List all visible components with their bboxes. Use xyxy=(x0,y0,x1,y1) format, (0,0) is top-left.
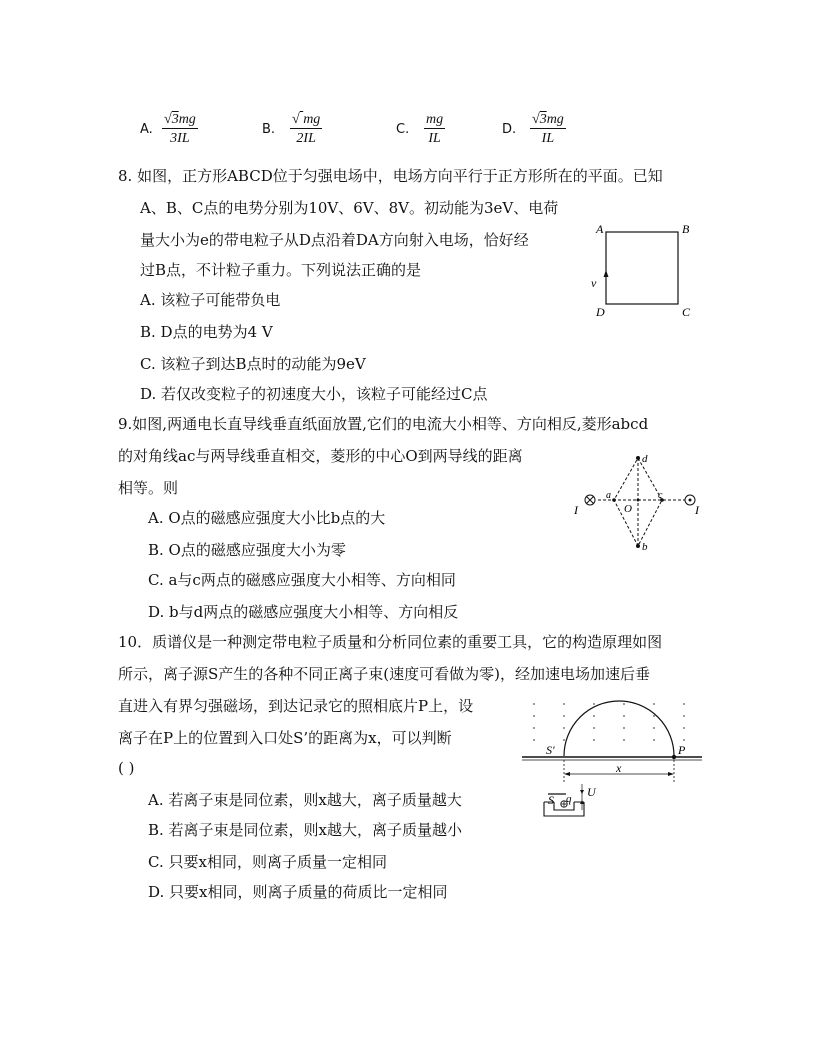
q9-option: B. O点的磁感应强度大小为零 xyxy=(148,541,346,559)
q8-stem-line: A、B、C点的电势分别为10V、6V、8V。初动能为3eV、电荷 xyxy=(140,199,559,217)
q7-option-c xyxy=(396,112,466,152)
label-d: d xyxy=(642,453,648,465)
q8-stem-line: 8. 如图，正方形ABCD位于匀强电场中，电场方向平行于正方形所在的平面。已知 xyxy=(118,167,663,185)
current-into-page-icon xyxy=(585,495,595,505)
label-b: B xyxy=(682,222,690,236)
label-q: q xyxy=(566,793,572,805)
label-u: U xyxy=(587,785,596,799)
q7-option-label: D. xyxy=(502,122,517,137)
q7-option-label: A. xyxy=(140,122,153,137)
q10-stem-line: 所示，离子源S产生的各种不同正离子束(速度可看做为零)，经加速电场加速后垂 xyxy=(118,665,650,683)
q10-stem-line: 直进入有界匀强磁场，到达记录它的照相底片P上，设 xyxy=(118,697,474,715)
label-d: D xyxy=(596,305,605,319)
q7-option-d xyxy=(502,112,592,152)
label-s: S xyxy=(548,793,554,807)
ion-trajectory-arc xyxy=(564,701,674,756)
point-d xyxy=(636,456,640,460)
label-i-right: I xyxy=(695,503,699,517)
square-abcd xyxy=(606,232,678,304)
label-i-left: I xyxy=(574,503,578,517)
q10-option: D. 只要x相同，则离子质量的荷质比一定相同 xyxy=(148,883,448,901)
q9-stem-line: 的对角线ac与两导线垂直相交，菱形的中心O到两导线的距离 xyxy=(118,447,523,465)
q10-option: C. 只要x相同，则离子质量一定相同 xyxy=(148,853,387,871)
q7-option-a xyxy=(140,112,230,152)
current-out-of-page-icon xyxy=(685,495,695,505)
q10-option: B. 若离子束是同位素，则x越大，离子质量越小 xyxy=(148,821,463,839)
q8-stem-line: 量大小为e的带电粒子从D点沿着DA方向射入电场，恰好经 xyxy=(140,231,529,249)
fraction: $\frac{√3mg}{IL}$ xyxy=(532,112,564,146)
q8-stem-line: 过B点，不计粒子重力。下列说法正确的是 xyxy=(140,261,422,279)
point-b xyxy=(636,544,640,548)
q10-stem-line: ( ) xyxy=(118,759,135,777)
arrow-head-icon xyxy=(668,772,674,776)
q7-option-b xyxy=(262,112,352,152)
q10-stem-line: 离子在P上的位置到入口处S’的距离为x，可以判断 xyxy=(118,729,452,747)
label-v: v xyxy=(591,276,597,290)
label-o: O xyxy=(624,503,632,515)
q9-stem-line: 9.如图,两通电长直导线垂直纸面放置,它们的电流大小相等、方向相反,菱形abcd xyxy=(118,415,649,433)
fraction: $\frac{√3mg}{3IL}$ xyxy=(164,112,196,146)
fraction: $\frac{mg}{IL}$ xyxy=(426,112,444,146)
q10-mass-spectrometer-figure xyxy=(520,698,704,828)
label-b: b xyxy=(642,541,648,553)
q9-option: C. a与c两点的磁感应强度大小相等、方向相同 xyxy=(148,571,456,589)
q10-option: A. 若离子束是同位素，则x越大，离子质量越大 xyxy=(148,791,462,809)
fraction: $\frac{√ mg}{2IL}$ xyxy=(292,112,321,146)
q8-square-figure xyxy=(588,220,698,325)
point-o xyxy=(637,499,640,502)
label-c: c xyxy=(658,490,663,501)
label-p: P xyxy=(678,743,686,757)
q8-option: C. 该粒子到达B点时的动能为9eV xyxy=(140,355,366,373)
q9-option: D. b与d两点的磁感应强度大小相等、方向相反 xyxy=(148,603,459,621)
label-s-prime: S' xyxy=(546,743,555,757)
q8-option: D. 若仅改变粒子的初速度大小，该粒子可能经过C点 xyxy=(140,385,488,403)
q7-option-label: C. xyxy=(396,122,410,137)
q10-stem-line: 10．质谱仪是一种测定带电粒子质量和分析同位素的重要工具，它的构造原理如图 xyxy=(118,633,663,651)
label-a: a xyxy=(606,490,611,501)
arrow-head-icon xyxy=(580,790,584,794)
point-a xyxy=(612,498,616,502)
label-c: C xyxy=(682,305,691,319)
q8-option: B. D点的电势为4 V xyxy=(140,323,273,341)
arrow-head-icon xyxy=(564,772,570,776)
point-p xyxy=(672,755,676,759)
q9-option: A. O点的磁感应强度大小比b点的大 xyxy=(148,509,386,527)
rhombus-abcd xyxy=(614,458,662,546)
label-x: x xyxy=(616,761,622,775)
label-a: A xyxy=(596,222,604,236)
arrow-head-icon xyxy=(604,270,609,277)
q9-rhombus-figure xyxy=(568,448,708,556)
q9-stem-line: 相等。则 xyxy=(118,479,179,497)
q7-option-label: B. xyxy=(262,122,276,137)
q8-option: A. 该粒子可能带负电 xyxy=(140,291,281,309)
